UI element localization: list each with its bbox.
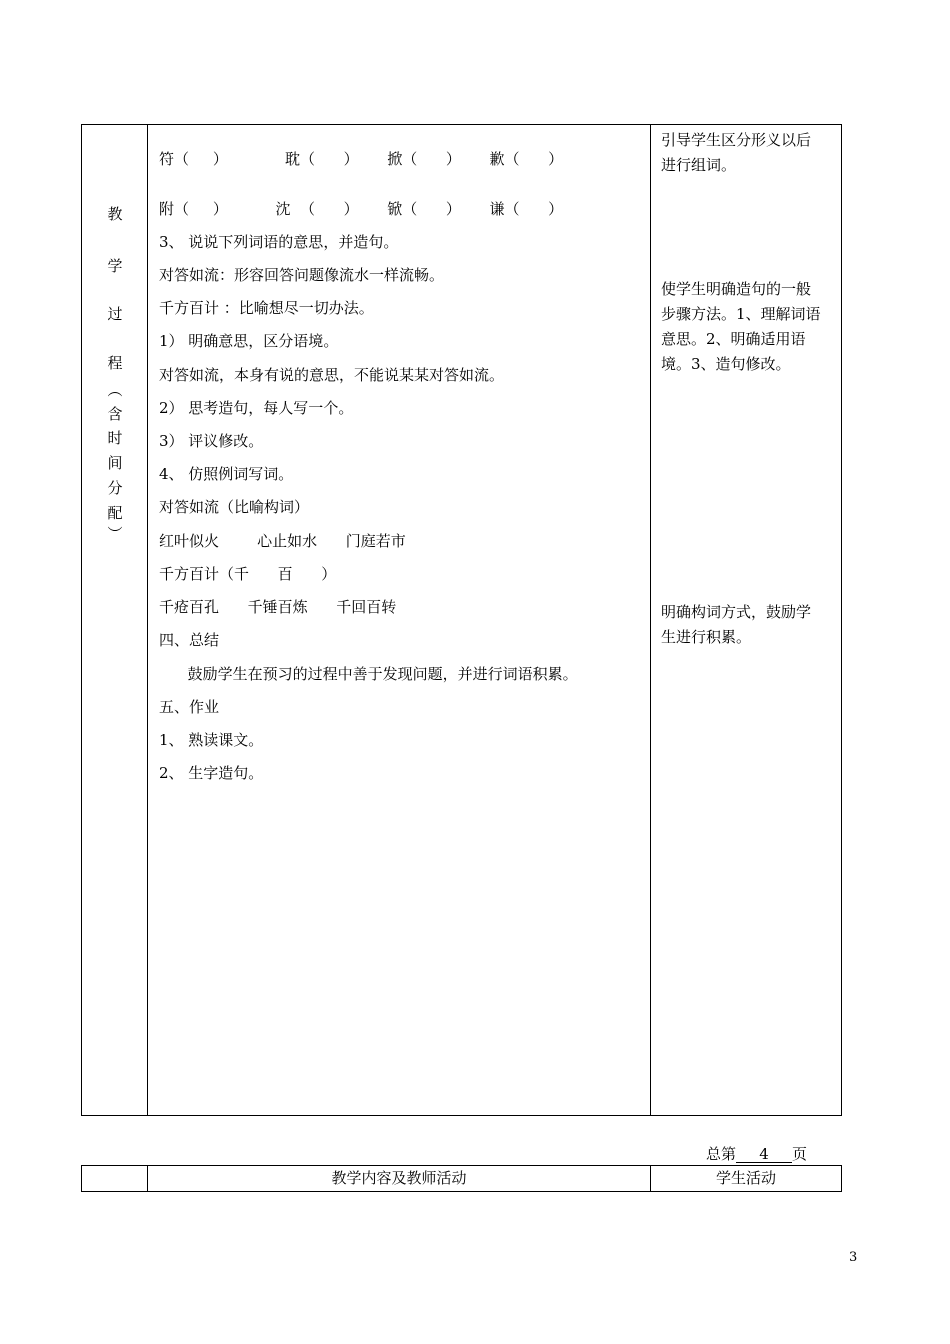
section-label-char: 含 [107,405,123,423]
content-line: 鼓励学生在预习的过程中善于发现问题，并进行词语积累。 [159,665,578,683]
section-label-char: 学 [107,257,123,275]
total-prefix: 总第 [706,1145,737,1163]
content-line: 对答如流（比喻构词） [159,498,310,516]
content-line: 1） 明确意思，区分语境。 [159,332,339,350]
total-number: 4 [736,1146,792,1163]
content-line: 千疮百孔 千锤百炼 千回百转 [159,598,397,616]
content-line: 2） 思考造句，每人写一个。 [159,399,354,417]
note-line: 进行组词。 [661,156,737,174]
content-line: 千方百计（千 百 ） [159,565,337,583]
content-line: 千方百计 ：比喻想尽一切办法。 [159,299,374,317]
section-label-column [82,125,148,1115]
content-line: 4、 仿照例词写词。 [159,465,294,483]
total-suffix: 页 [792,1145,808,1163]
section-label-char: 教 [107,205,123,223]
content-line: 附（ ） 沈 （ ） 锨（ ） 谦（ ） [159,200,564,218]
section-label-char: 时 [107,429,123,447]
section-label-char: ︶ [107,525,123,543]
section-label-char: 间 [107,454,123,472]
content-line: 2、 生字造句。 [159,764,264,782]
lesson-process-table [81,124,842,1116]
content-line: 五、作业 [159,698,220,716]
header-cell-student: 学生活动 [715,1169,776,1187]
total-page-count [706,1143,807,1164]
content-line: 对答如流，本身有说的意思，不能说某某对答如流。 [159,366,505,384]
content-line: 红叶似火 心止如水 门庭若市 [159,532,406,550]
note-line: 境。3、造句修改。 [661,355,791,373]
content-line: 对答如流：形容回答问题像流水一样流畅。 [159,266,445,284]
note-line: 明确构词方式，鼓励学 [661,603,812,621]
section-label-char: 过 [107,305,123,323]
note-line: 引导学生区分形义以后 [661,131,812,149]
content-line: 四、总结 [159,631,220,649]
section-label-char: ︵ [107,381,123,399]
header-cell-teaching: 教学内容及教师活动 [331,1169,467,1187]
note-line: 意思。2、明确适用语 [661,330,806,348]
content-line: 3、 说说下列词语的意思，并造句。 [159,233,399,251]
content-line: 3） 评议修改。 [159,432,264,450]
next-table-header [81,1165,842,1192]
note-line: 步骤方法。1、理解词语 [661,305,821,323]
content-line: 1、 熟读课文。 [159,731,264,749]
page-number: 3 [849,1250,858,1265]
section-label-char: 程 [107,354,123,372]
table-divider [650,125,651,1115]
note-line: 使学生明确造句的一般 [661,280,812,298]
section-label-char: 配 [107,504,123,522]
content-line: 符（ ） 耽（ ） 掀（ ） 歉（ ） [159,150,564,168]
header-cell-blank [82,1166,147,1191]
note-line: 生进行积累。 [661,628,752,646]
section-label-char: 分 [107,479,123,497]
